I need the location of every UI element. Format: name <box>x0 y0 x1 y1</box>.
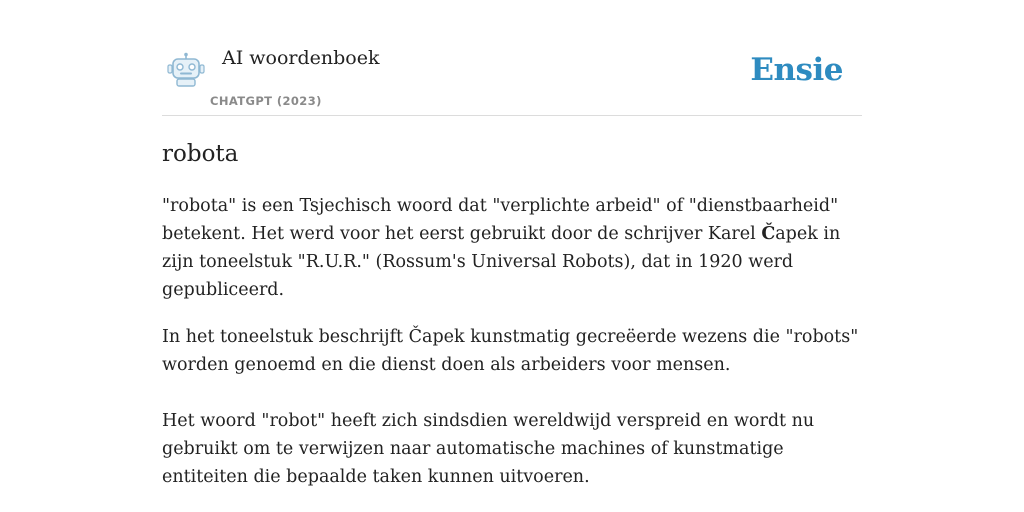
source-label: CHATGPT (2023) <box>210 94 322 108</box>
entry-term: robota <box>162 141 239 167</box>
dictionary-title[interactable]: AI woordenboek <box>222 47 380 69</box>
definition-paragraph: Het woord "robot" heeft zich sindsdien wereldwijd verspreid en wordt nu gebruikt om te verwijzen naar automatische machines of kunstmatige entiteiten die bepaalde taken kunnen uitvoeren. <box>162 411 815 487</box>
definition-paragraph <box>162 192 862 304</box>
ensie-logo[interactable]: Ensie <box>750 52 843 88</box>
entry-header <box>162 0 862 116</box>
paragraph-text: apek in zijn toneelstuk "R.U.R." (Rossum's Universal Robots), dat in 1920 werd gepubliceerd. <box>162 224 841 300</box>
definition-paragraph: In het toneelstuk beschrijft Čapek kunstmatig gecreëerde wezens die "robots" worden genoemd en die dienst doen als arbeiders voor mensen. <box>162 327 859 375</box>
dictionary-entry-card <box>162 0 862 512</box>
entry-definition <box>162 192 862 491</box>
paragraph-bold-text: Č <box>761 224 776 244</box>
paragraph-text: "robota" is een Tsjechisch woord dat "verplichte arbeid" of "dienstbaarheid" betekent. Het werd voor het eerst gebruikt door de schrijver Karel <box>162 196 839 244</box>
robot-icon <box>166 52 206 88</box>
